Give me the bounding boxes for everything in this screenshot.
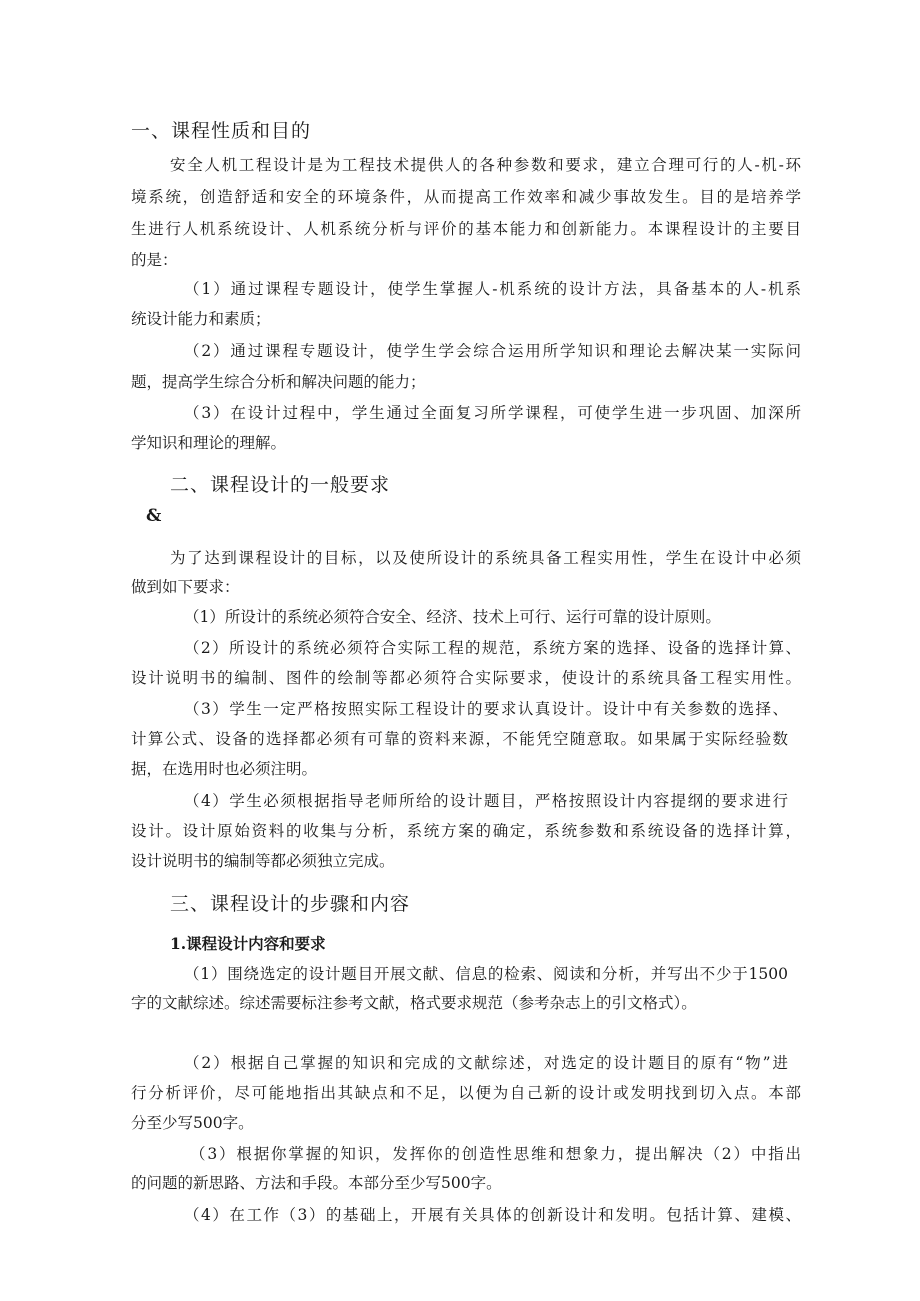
list-item-line: 统设计能力和素质；	[131, 310, 271, 328]
list-item-line: 题，提高学生综合分析和解决问题的能力；	[131, 373, 426, 391]
list-item-line: （2）根据自己掌握的知识和完成的文献综述，对选定的设计题目的原有“物”进	[184, 1054, 788, 1072]
list-item-line: （3）在设计过程中，学生通过全面复习所学课程，可使学生进一步巩固、加深所	[184, 404, 801, 422]
list-item-line: 分至少写500字。	[131, 1114, 254, 1132]
list-item-line: （2）所设计的系统必须符合实际工程的规范，系统方案的选择、设备的选择计算、	[184, 639, 801, 657]
list-item-line: 字的文献综述。综述需要标注参考文献，格式要求规范（参考杂志上的引文格式）。	[131, 994, 697, 1012]
list-item-line: （1）围绕选定的设计题目开展文献、信息的检索、阅读和分析，并写出不少于1500	[184, 965, 788, 983]
section-heading-2: 二、课程设计的一般要求	[170, 474, 391, 496]
paragraph-line: 的是：	[131, 251, 178, 269]
list-item-line: （1）通过课程专题设计，使学生掌握人-机系统的设计方法，具备基本的人-机系	[184, 280, 801, 298]
paragraph-line: 境系统，创造舒适和安全的环境条件，从而提高工作效率和减少事故发生。目的是培养学	[131, 188, 801, 206]
list-item-line: 设计说明书的编制、图件的绘制等都必须符合实际要求，使设计的系统具备工程实用性。	[131, 669, 801, 687]
section-heading-3: 三、课程设计的步骤和内容	[170, 893, 411, 915]
subsection-heading: 1.课程设计内容和要求	[170, 934, 326, 953]
list-item-line: 设计说明书的编制等都必须独立完成。	[131, 852, 395, 870]
list-item-line: （1）所设计的系统必须符合安全、经济、技术上可行、运行可靠的设计原则。	[184, 608, 721, 626]
list-item-line: （4）在工作（3）的基础上，开展有关具体的创新设计和发明。包括计算、建模、	[184, 1206, 801, 1224]
paragraph-line: 生进行人机系统设计、人机系统分析与评价的基本能力和创新能力。本课程设计的主要目	[131, 220, 801, 238]
list-item-line: 设计。设计原始资料的收集与分析，系统方案的确定，系统参数和系统设备的选择计算，	[131, 822, 801, 840]
list-item-line: （4）学生必须根据指导老师所给的设计题目，严格按照设计内容提纲的要求进行	[184, 792, 788, 810]
list-item-line: 行分析评价，尽可能地指出其缺点和不足，以便为自己新的设计或发明找到切入点。本部	[131, 1084, 801, 1102]
list-item-line: 据，在选用时也必须注明。	[131, 760, 318, 778]
paragraph-line: 做到如下要求：	[131, 578, 240, 596]
list-item-line: （2）通过课程专题设计，使学生学会综合运用所学知识和理论去解决某一实际问	[184, 342, 801, 360]
list-item-line: （3）根据你掌握的知识，发挥你的创造性思维和想象力，提出解决（2）中指出	[190, 1145, 801, 1163]
list-item-line: 的问题的新思路、方法和手段。本部分至少写500字。	[131, 1174, 502, 1192]
paragraph-line: 安全人机工程设计是为工程技术提供人的各种参数和要求，建立合理可行的人-机-环	[170, 156, 801, 174]
paragraph-line: 为了达到课程设计的目标，以及使所设计的系统具备工程实用性，学生在设计中必须	[170, 549, 801, 567]
list-item-line: （3）学生一定严格按照实际工程设计的要求认真设计。设计中有关参数的选择、	[184, 700, 788, 718]
stray-ampersand: &	[146, 506, 162, 526]
list-item-line: 计算公式、设备的选择都必须有可靠的资料来源，不能凭空随意取。如果属于实际经验数	[131, 730, 788, 748]
section-heading-1: 一、课程性质和目的	[131, 120, 312, 142]
list-item-line: 学知识和理论的理解。	[131, 434, 287, 452]
